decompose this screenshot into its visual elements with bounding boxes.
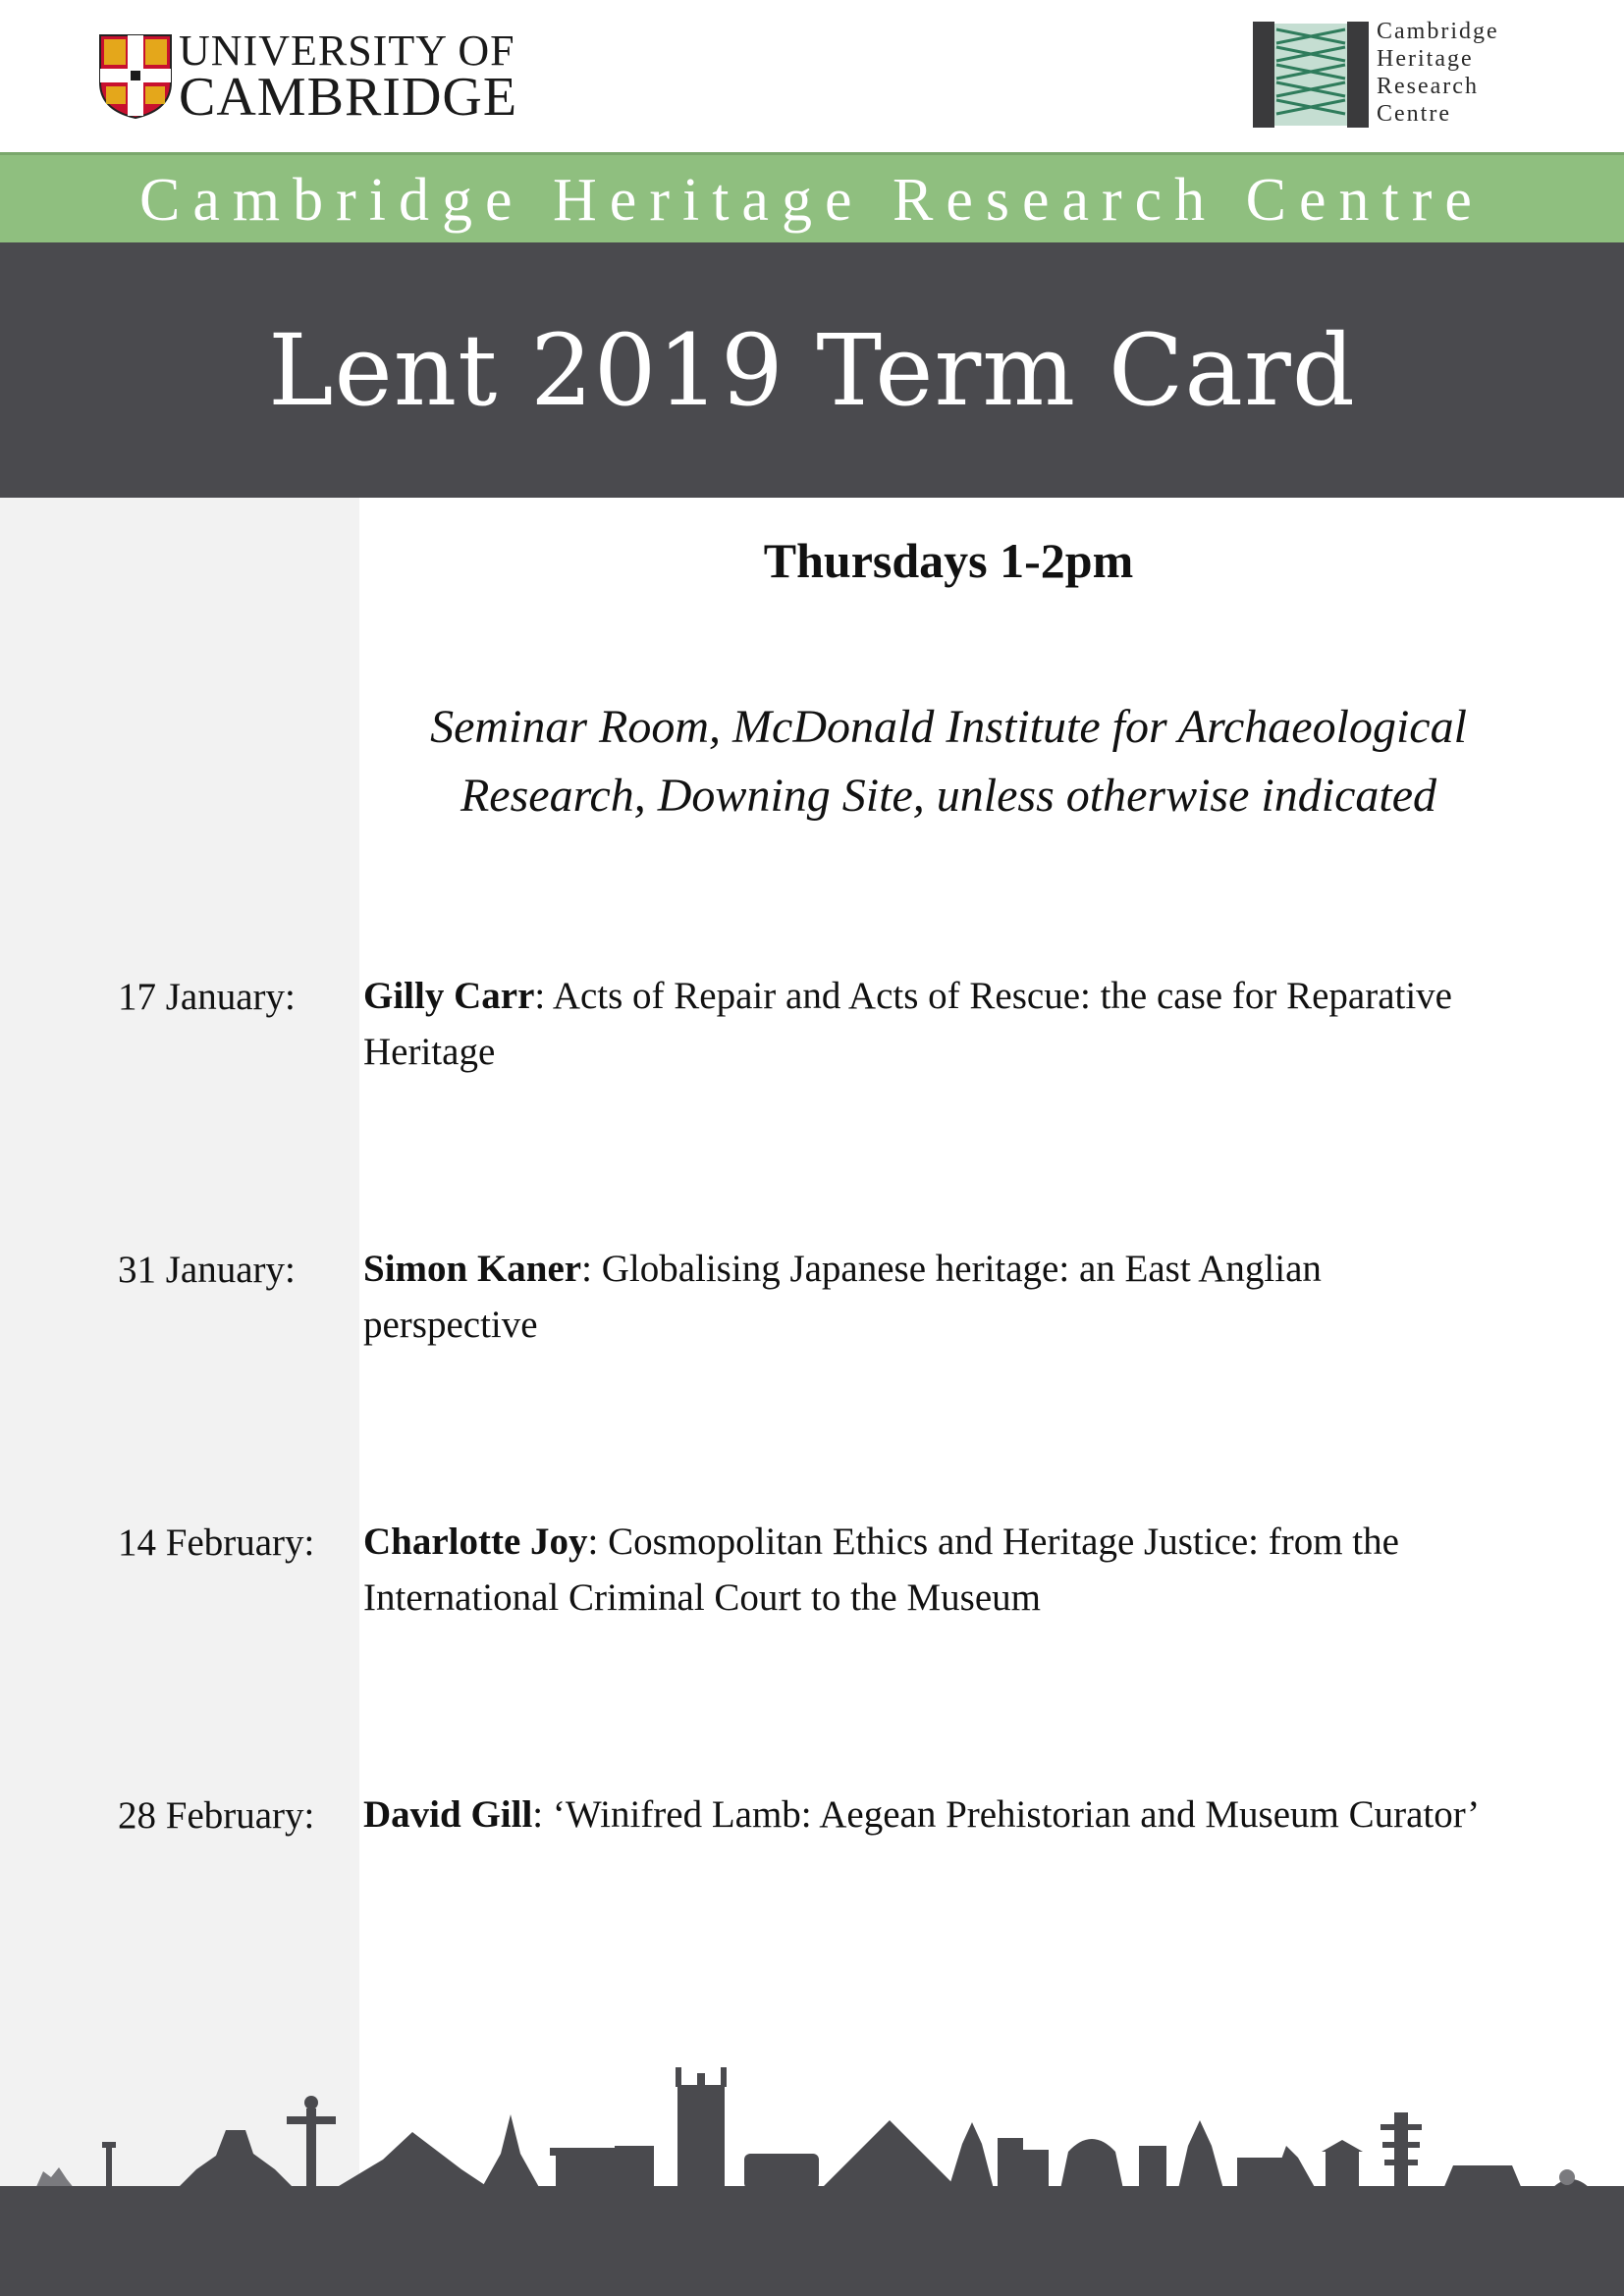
event-description: [363, 1787, 1492, 1842]
event-date: 31 January:: [118, 1249, 296, 1291]
chrc-logo-line3: Research: [1377, 74, 1479, 99]
event-speaker: Simon Kaner: [363, 1248, 582, 1290]
university-line2: CAMBRIDGE: [179, 67, 518, 128]
venue-line1: Seminar Room, McDonald Institute for Archaeological: [430, 701, 1467, 753]
event-speaker: Gilly Carr: [363, 975, 535, 1017]
event-title: : Acts of Repair and Acts of Rescue: the case for Reparative Heritage: [363, 975, 1452, 1073]
venue-line2: Research, Downing Site, unless otherwise indicated: [460, 770, 1437, 822]
event-speaker: David Gill: [363, 1793, 533, 1836]
chrc-h-logo-icon: [1249, 18, 1373, 132]
university-line1: UNIVERSITY OF: [179, 27, 515, 75]
event-date: 17 January:: [118, 976, 296, 1018]
skyline-silhouette: [0, 2052, 1624, 2189]
chrc-logo-line2: Heritage: [1377, 46, 1474, 72]
event-description: [363, 968, 1492, 1080]
event-date: 28 February:: [118, 1794, 315, 1837]
chrc-logo-line4: Centre: [1377, 101, 1451, 127]
university-crest-icon: [98, 33, 173, 120]
event-description: [363, 1514, 1492, 1626]
event-title: : ‘Winifred Lamb: Aegean Prehistorian and Museum Curator’: [532, 1793, 1481, 1836]
event-description: [363, 1241, 1492, 1353]
centre-banner: [0, 152, 1624, 245]
venue-text: [359, 693, 1538, 830]
page-title: Lent 2019 Term Card: [268, 312, 1356, 428]
footer-band: [0, 2186, 1624, 2296]
chrc-logo: [1249, 18, 1622, 133]
university-of-cambridge-logo: [98, 29, 560, 128]
page-header: [0, 0, 1624, 149]
event-title: : Cosmopolitan Ethics and Heritage Justice: from the International Criminal Court to the Museum: [363, 1521, 1399, 1619]
event-speaker: Charlotte Joy: [363, 1521, 588, 1563]
centre-banner-text: Cambridge Heritage Research Centre: [139, 166, 1485, 234]
title-band: [0, 242, 1624, 498]
event-title: : Globalising Japanese heritage: an East Anglian perspective: [363, 1248, 1322, 1346]
date-column-background: [0, 498, 359, 2186]
schedule-time: Thursdays 1-2pm: [763, 533, 1134, 588]
chrc-logo-line1: Cambridge: [1377, 19, 1499, 44]
event-date: 14 February:: [118, 1522, 315, 1564]
